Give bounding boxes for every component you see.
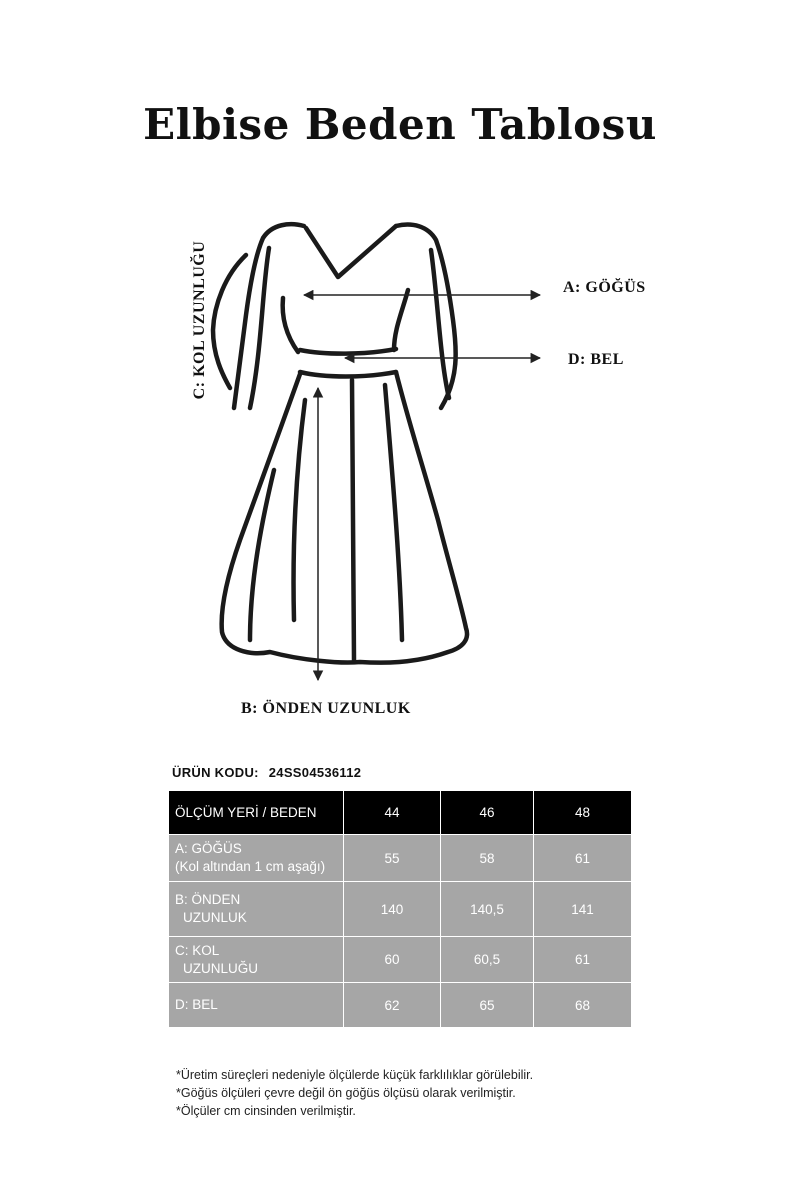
table-cell: 60,5: [441, 937, 534, 983]
product-code: [172, 765, 361, 780]
table-cell: 58: [441, 835, 534, 882]
table-cell: 60: [344, 937, 441, 983]
table-cell: 55: [344, 835, 441, 882]
table-row: [169, 983, 632, 1028]
product-code-label: ÜRÜN KODU:: [172, 765, 259, 780]
table-row: [169, 937, 632, 983]
table-row: [169, 882, 632, 937]
table-cell: 140: [344, 882, 441, 937]
header-size-48: 48: [534, 791, 632, 835]
row-label: C: KOL UZUNLUĞU: [169, 937, 344, 983]
table-cell: 141: [534, 882, 632, 937]
footnote: *Ölçüler cm cinsinden verilmiştir.: [176, 1104, 356, 1118]
header-size-46: 46: [441, 791, 534, 835]
label-waist: D: BEL: [568, 351, 624, 368]
label-sleeve-length: C: KOL UZUNLUĞU: [191, 240, 208, 400]
page-title: Elbise Beden Tablosu: [143, 100, 657, 149]
table-row: [169, 835, 632, 882]
size-table: [168, 790, 632, 1028]
product-code-value: 24SS04536112: [268, 765, 362, 780]
table-cell: 140,5: [441, 882, 534, 937]
header-size-44: 44: [344, 791, 441, 835]
footnote: *Göğüs ölçüleri çevre değil ön göğüs ölçüsü olarak verilmiştir.: [176, 1086, 516, 1100]
footnote: *Üretim süreçleri nedeniyle ölçülerde küçük farklılıklar görülebilir.: [176, 1068, 534, 1082]
table-cell: 61: [534, 937, 632, 983]
row-label: D: BEL: [169, 983, 344, 1028]
footnotes: [176, 1066, 533, 1120]
header-measurement: ÖLÇÜM YERİ / BEDEN: [169, 791, 344, 835]
table-cell: 62: [344, 983, 441, 1028]
table-cell: 65: [441, 983, 534, 1028]
label-front-length: B: ÖNDEN UZUNLUK: [241, 700, 411, 717]
table-cell: 61: [534, 835, 632, 882]
table-header-row: [169, 791, 632, 835]
row-label: B: ÖNDEN UZUNLUK: [169, 882, 344, 937]
row-label: A: GÖĞÜS (Kol altından 1 cm aşağı): [169, 835, 344, 882]
table-cell: 68: [534, 983, 632, 1028]
label-chest: A: GÖĞÜS: [563, 279, 646, 296]
